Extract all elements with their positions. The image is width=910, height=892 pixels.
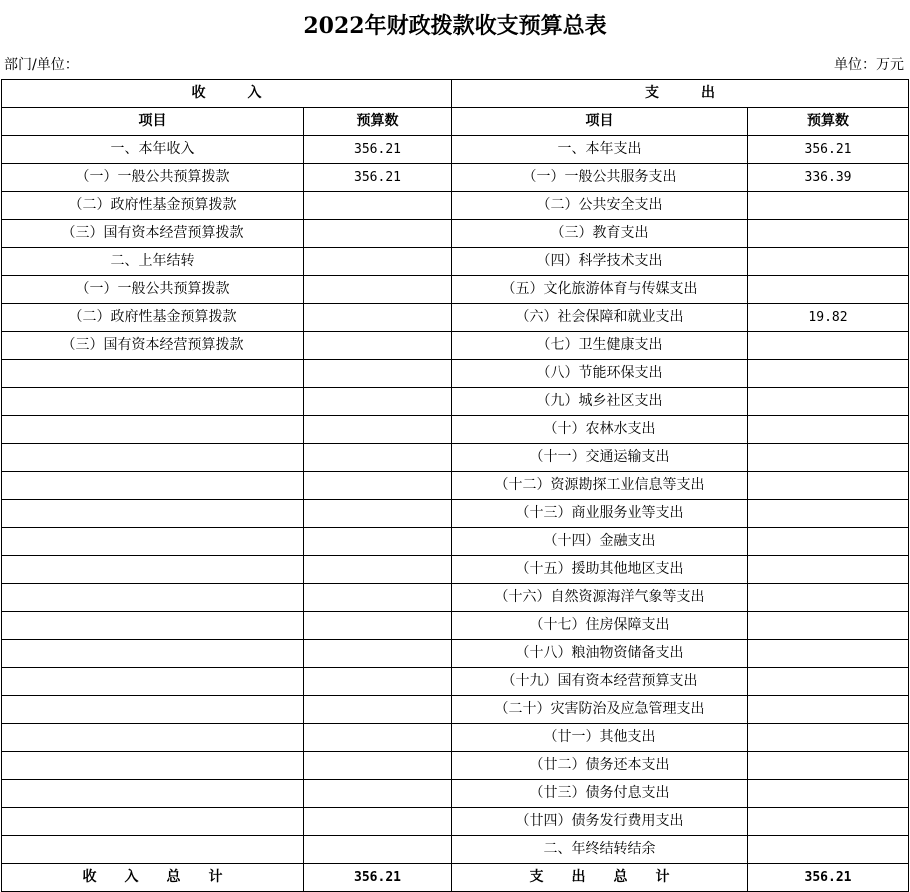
expense-item-header: 项目 xyxy=(452,108,748,136)
expense-item-cell: （十五）援助其他地区支出 xyxy=(452,556,748,584)
expense-item-cell: （十六）自然资源海洋气象等支出 xyxy=(452,584,748,612)
expense-budget-cell xyxy=(748,276,909,304)
table-row xyxy=(2,836,909,864)
expense-item-cell: （廿三）债务付息支出 xyxy=(452,780,748,808)
income-budget-cell xyxy=(304,640,452,668)
income-budget-cell xyxy=(304,360,452,388)
expense-budget-cell xyxy=(748,500,909,528)
income-budget-cell xyxy=(304,332,452,360)
expense-budget-cell xyxy=(748,696,909,724)
expense-budget-header: 预算数 xyxy=(748,108,909,136)
income-budget-cell xyxy=(304,612,452,640)
table-row xyxy=(2,780,909,808)
income-item-cell xyxy=(2,388,304,416)
income-item-cell: （三）国有资本经营预算拨款 xyxy=(2,220,304,248)
expense-budget-cell xyxy=(748,724,909,752)
total-row xyxy=(2,864,909,892)
expense-item-cell: （八）节能环保支出 xyxy=(452,360,748,388)
expense-budget-cell xyxy=(748,752,909,780)
expense-item-cell: （廿四）债务发行费用支出 xyxy=(452,808,748,836)
expense-item-cell: （廿二）债务还本支出 xyxy=(452,752,748,780)
expense-budget-cell: 336.39 xyxy=(748,164,909,192)
income-item-cell xyxy=(2,808,304,836)
expense-item-cell: （十七）住房保障支出 xyxy=(452,612,748,640)
income-item-cell: 二、上年结转 xyxy=(2,248,304,276)
income-budget-cell xyxy=(304,836,452,864)
expense-budget-cell xyxy=(748,556,909,584)
expense-budget-cell xyxy=(748,248,909,276)
expense-item-cell: （五）文化旅游体育与传媒支出 xyxy=(452,276,748,304)
income-item-cell xyxy=(2,500,304,528)
income-budget-cell xyxy=(304,472,452,500)
table-row xyxy=(2,500,909,528)
income-budget-cell xyxy=(304,808,452,836)
income-budget-cell xyxy=(304,584,452,612)
expense-budget-cell xyxy=(748,640,909,668)
expense-total-label: 支 出 总 计 xyxy=(452,864,748,892)
page-title: 2022年财政拨款收支预算总表 xyxy=(303,13,607,39)
expense-item-cell: （六）社会保障和就业支出 xyxy=(452,304,748,332)
section-income-header: 收 入 xyxy=(2,80,452,108)
expense-budget-cell xyxy=(748,780,909,808)
section-header-row xyxy=(2,80,909,108)
table-row xyxy=(2,276,909,304)
income-budget-cell xyxy=(304,752,452,780)
expense-total-value: 356.21 xyxy=(748,864,909,892)
column-header-row xyxy=(2,108,909,136)
expense-item-cell: （九）城乡社区支出 xyxy=(452,388,748,416)
income-item-cell: （二）政府性基金预算拨款 xyxy=(2,304,304,332)
table-row xyxy=(2,332,909,360)
income-budget-cell xyxy=(304,724,452,752)
table-row xyxy=(2,584,909,612)
income-item-cell: （二）政府性基金预算拨款 xyxy=(2,192,304,220)
expense-item-cell: （十四）金融支出 xyxy=(452,528,748,556)
income-budget-cell xyxy=(304,780,452,808)
expense-item-cell: （十八）粮油物资储备支出 xyxy=(452,640,748,668)
income-total-label: 收 入 总 计 xyxy=(2,864,304,892)
income-budget-cell xyxy=(304,500,452,528)
income-budget-cell xyxy=(304,276,452,304)
expense-budget-cell xyxy=(748,360,909,388)
expense-item-cell: （二十）灾害防治及应急管理支出 xyxy=(452,696,748,724)
expense-item-cell: （四）科学技术支出 xyxy=(452,248,748,276)
income-budget-cell: 356.21 xyxy=(304,136,452,164)
table-row xyxy=(2,444,909,472)
table-row xyxy=(2,556,909,584)
income-budget-cell xyxy=(304,388,452,416)
expense-budget-cell xyxy=(748,472,909,500)
expense-budget-cell xyxy=(748,668,909,696)
expense-item-cell: （十二）资源勘探工业信息等支出 xyxy=(452,472,748,500)
income-budget-header: 预算数 xyxy=(304,108,452,136)
expense-budget-cell xyxy=(748,612,909,640)
income-budget-cell xyxy=(304,444,452,472)
income-item-cell: （一）一般公共预算拨款 xyxy=(2,276,304,304)
expense-item-cell: （廿一）其他支出 xyxy=(452,724,748,752)
income-item-cell xyxy=(2,472,304,500)
income-item-cell: （一）一般公共预算拨款 xyxy=(2,164,304,192)
income-budget-cell xyxy=(304,248,452,276)
income-budget-cell: 356.21 xyxy=(304,164,452,192)
income-item-cell xyxy=(2,444,304,472)
expense-item-cell: 一、本年支出 xyxy=(452,136,748,164)
income-item-header: 项目 xyxy=(2,108,304,136)
expense-budget-cell xyxy=(748,332,909,360)
expense-budget-cell xyxy=(748,220,909,248)
expense-item-cell: （十九）国有资本经营预算支出 xyxy=(452,668,748,696)
expense-item-cell: （十三）商业服务业等支出 xyxy=(452,500,748,528)
table-row xyxy=(2,248,909,276)
expense-item-cell: （二）公共安全支出 xyxy=(452,192,748,220)
table-row xyxy=(2,528,909,556)
expense-budget-cell xyxy=(748,388,909,416)
expense-budget-cell xyxy=(748,584,909,612)
income-budget-cell xyxy=(304,416,452,444)
budget-table xyxy=(1,79,909,892)
unit-label: 单位：万元 xyxy=(834,57,904,73)
income-item-cell xyxy=(2,668,304,696)
income-item-cell xyxy=(2,612,304,640)
table-row xyxy=(2,696,909,724)
income-item-cell xyxy=(2,640,304,668)
expense-budget-cell xyxy=(748,528,909,556)
expense-budget-cell: 356.21 xyxy=(748,136,909,164)
income-item-cell xyxy=(2,416,304,444)
expense-item-cell: （十）农林水支出 xyxy=(452,416,748,444)
income-budget-cell xyxy=(304,556,452,584)
income-item-cell xyxy=(2,752,304,780)
expense-budget-cell xyxy=(748,416,909,444)
income-budget-cell xyxy=(304,192,452,220)
table-row xyxy=(2,388,909,416)
table-row xyxy=(2,640,909,668)
income-item-cell: （三）国有资本经营预算拨款 xyxy=(2,332,304,360)
income-item-cell xyxy=(2,696,304,724)
income-budget-cell xyxy=(304,528,452,556)
expense-item-cell: （一）一般公共服务支出 xyxy=(452,164,748,192)
table-row xyxy=(2,416,909,444)
section-expense-header: 支 出 xyxy=(452,80,909,108)
table-row xyxy=(2,360,909,388)
table-row xyxy=(2,724,909,752)
expense-item-cell: （三）教育支出 xyxy=(452,220,748,248)
income-budget-cell xyxy=(304,304,452,332)
income-item-cell xyxy=(2,836,304,864)
income-item-cell xyxy=(2,584,304,612)
income-budget-cell xyxy=(304,220,452,248)
income-budget-cell xyxy=(304,696,452,724)
income-item-cell xyxy=(2,556,304,584)
table-row xyxy=(2,192,909,220)
income-item-cell xyxy=(2,780,304,808)
expense-budget-cell xyxy=(748,444,909,472)
table-row xyxy=(2,668,909,696)
expense-item-cell: （十一）交通运输支出 xyxy=(452,444,748,472)
expense-budget-cell xyxy=(748,836,909,864)
income-item-cell: 一、本年收入 xyxy=(2,136,304,164)
table-row xyxy=(2,752,909,780)
table-row xyxy=(2,220,909,248)
expense-item-cell: 二、年终结转结余 xyxy=(452,836,748,864)
income-budget-cell xyxy=(304,668,452,696)
expense-item-cell: （七）卫生健康支出 xyxy=(452,332,748,360)
department-label: 部门/单位： xyxy=(4,57,79,73)
income-item-cell xyxy=(2,724,304,752)
table-row xyxy=(2,808,909,836)
table-row xyxy=(2,304,909,332)
table-row xyxy=(2,136,909,164)
table-row xyxy=(2,164,909,192)
expense-budget-cell: 19.82 xyxy=(748,304,909,332)
table-row xyxy=(2,612,909,640)
income-total-value: 356.21 xyxy=(304,864,452,892)
income-item-cell xyxy=(2,528,304,556)
expense-budget-cell xyxy=(748,808,909,836)
expense-budget-cell xyxy=(748,192,909,220)
income-item-cell xyxy=(2,360,304,388)
table-row xyxy=(2,472,909,500)
